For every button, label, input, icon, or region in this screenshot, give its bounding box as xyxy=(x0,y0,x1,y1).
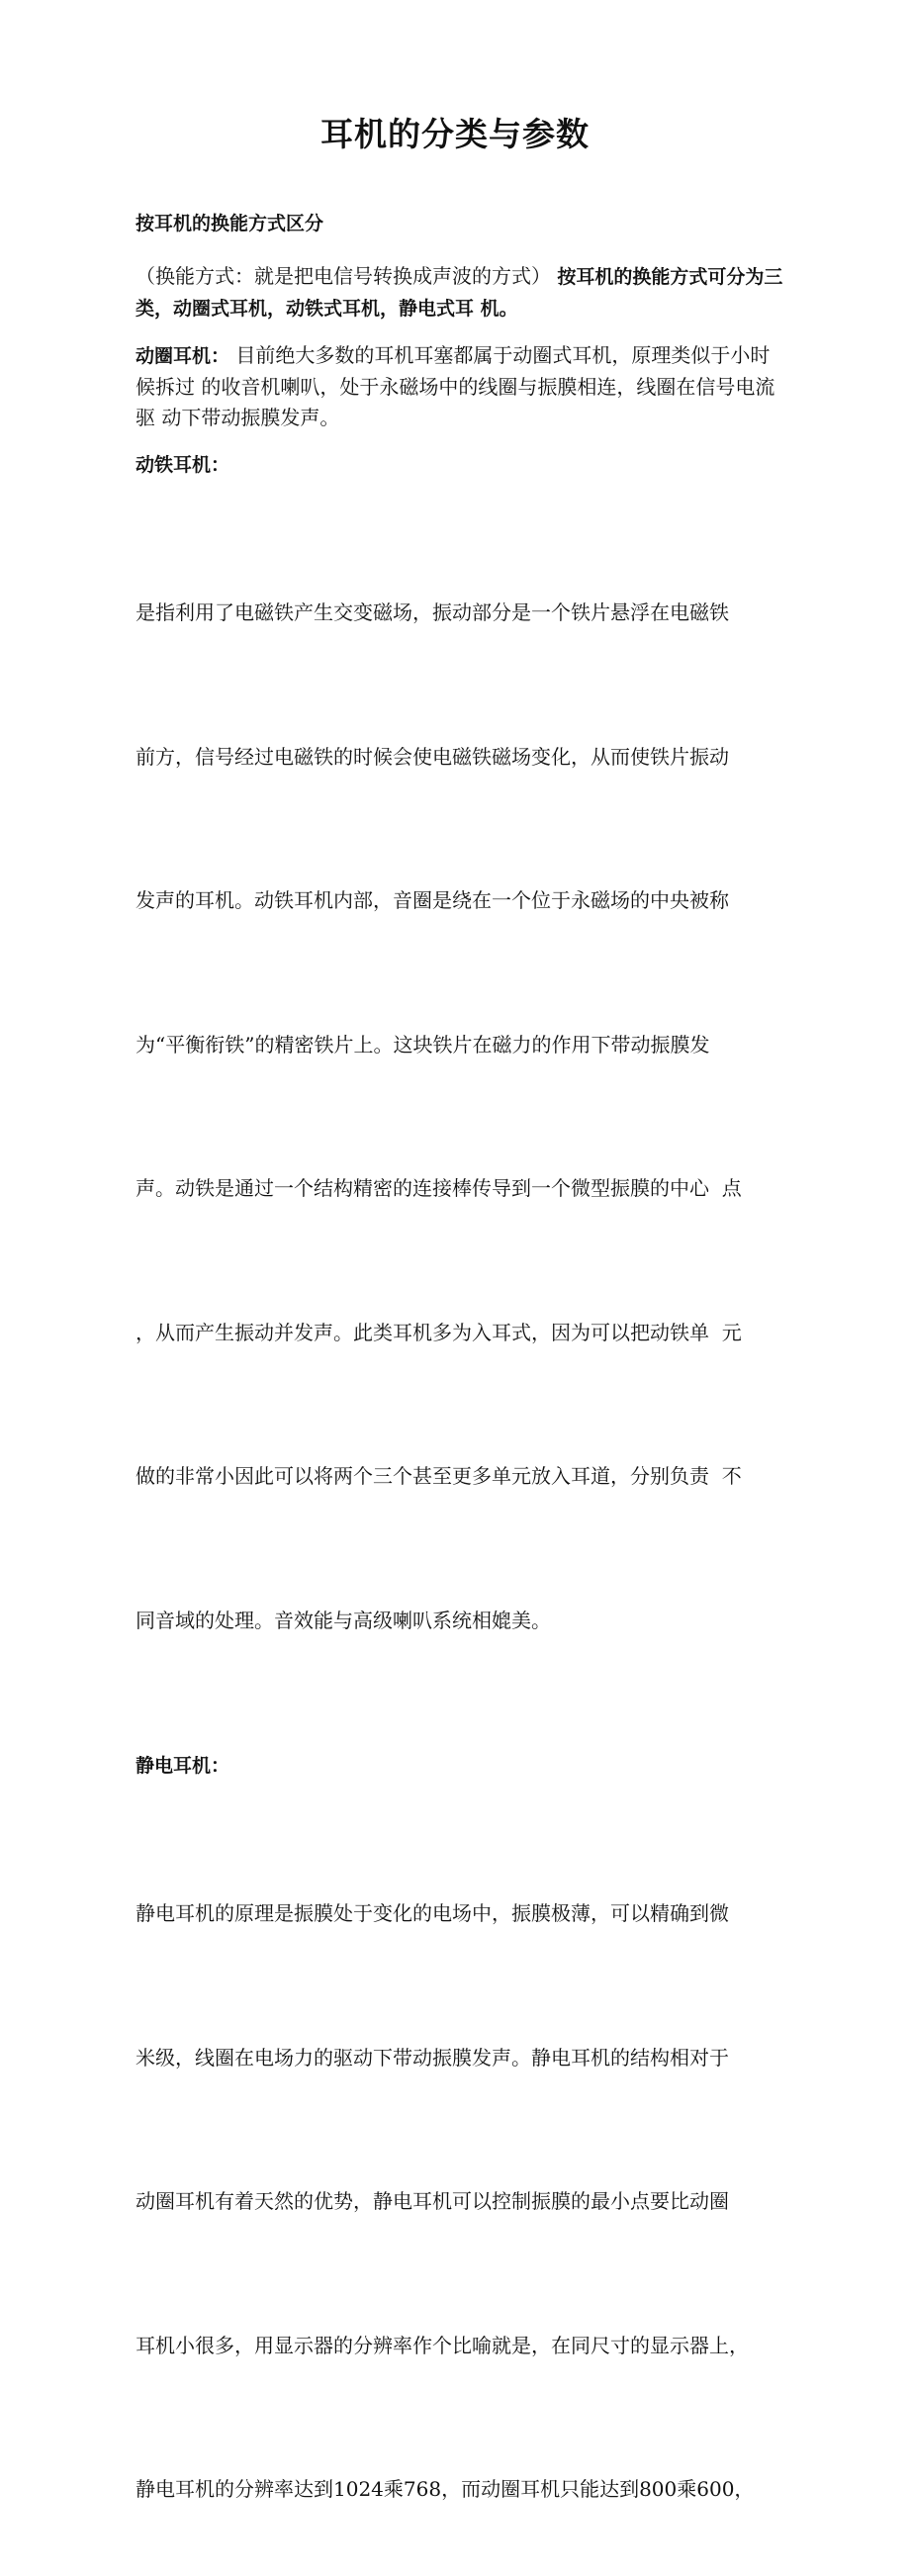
paragraph-line: 静电耳机的分辨率达到1024乘768，而动圈耳机只能达到800乘600， xyxy=(136,2477,755,2501)
electrostatic-heading: 静电耳机： xyxy=(136,1755,230,1777)
paragraph-line: ，从而产生振动并发声。此类耳机多为入耳式，因为可以把动铁单 元 xyxy=(136,1320,742,1344)
dynamic-paragraph xyxy=(136,340,788,433)
electrostatic-paragraph xyxy=(136,1794,788,2576)
intro-bold-text: 按耳机的换能方式可分为三类，动圈式耳机，动铁式耳机，静电式耳 机。 xyxy=(136,266,783,320)
paragraph-line: 发声的耳机。动铁耳机内部，音圈是绕在一个位于永磁场的中央被称 xyxy=(136,888,729,912)
armature-heading: 动铁耳机： xyxy=(136,454,230,476)
document-body xyxy=(136,208,788,2576)
paragraph-line: 耳机小很多，用显示器的分辨率作个比喻就是，在同尺寸的显示器上， xyxy=(136,2333,749,2357)
intro-plain-text: （换能方式：就是把电信号转换成声波的方式） xyxy=(136,264,551,288)
dynamic-label: 动圈耳机： xyxy=(136,345,230,367)
paragraph-line: 是指利用了电磁铁产生交变磁场，振动部分是一个铁片悬浮在电磁铁 xyxy=(136,600,729,624)
dynamic-text: 目前绝大多数的耳机耳塞都属于动圈式耳机，原理类似于小时候拆过 的收音机喇叭，处于永磁场中的线圈与振膜相连，线圈在信号电流驱 动下带动振膜发声。 xyxy=(136,343,775,429)
paragraph-line: 做的非常小因此可以将两个三个甚至更多单元放入耳道，分别负责 不 xyxy=(136,1464,742,1488)
section-heading-transduction: 按耳机的换能方式区分 xyxy=(136,213,324,234)
paragraph-line: 声。动铁是通过一个结构精密的连接棒传导到一个微型振膜的中心 点 xyxy=(136,1176,742,1200)
document-title: 耳机的分类与参数 xyxy=(320,115,590,153)
intro-paragraph xyxy=(136,261,788,324)
paragraph-line: 动圈耳机有着天然的优势，静电耳机可以控制振膜的最小点要比动圈 xyxy=(136,2189,729,2213)
paragraph-line: 前方，信号经过电磁铁的时候会使电磁铁磁场变化，从而使铁片振动 xyxy=(136,744,729,769)
paragraph-line: 为“平衡衔铁”的精密铁片上。这块铁片在磁力的作用下带动振膜发 xyxy=(136,1032,710,1057)
paragraph-line: 静电耳机的原理是振膜处于变化的电场中，振膜极薄，可以精确到微 xyxy=(136,1901,729,1925)
armature-paragraph xyxy=(136,493,788,1740)
paragraph-line: 同音域的处理。音效能与高级喇叭系统相媲美。 xyxy=(136,1608,551,1632)
paragraph-line: 米级，线圈在电场力的驱动下带动振膜发声。静电耳机的结构相对于 xyxy=(136,2045,729,2070)
